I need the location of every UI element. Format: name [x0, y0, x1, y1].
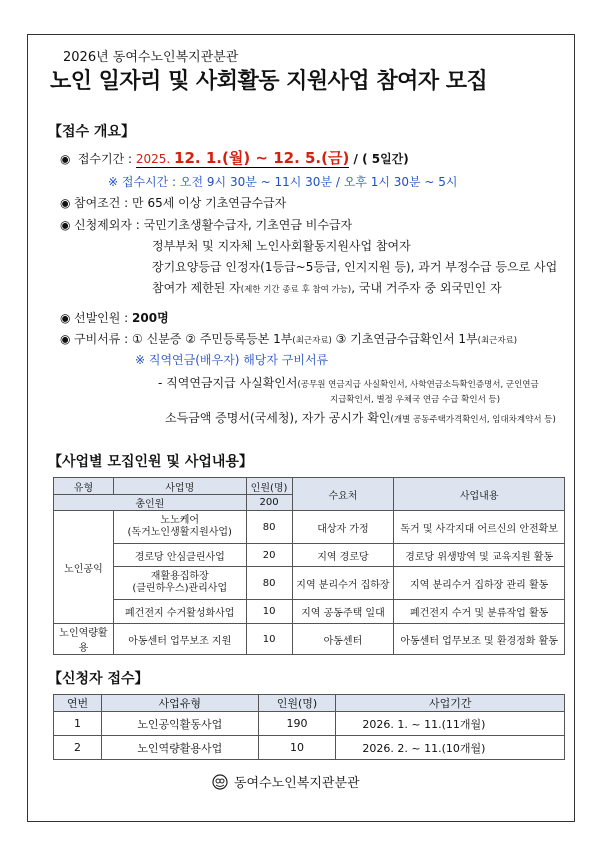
recruit-heading: 【사업별 모집인원 및 사업내용】	[48, 454, 253, 470]
docs-line-2-cont: 지급확인서, 별정 우체국 연금 수급 확인서 등)	[330, 395, 501, 405]
row-content: 폐건전지 수거 및 분류작업 활동	[394, 600, 565, 624]
bullet-icon: ◉	[60, 196, 71, 210]
bullet-icon: ◉	[60, 218, 71, 232]
selection-line: ◉ 선발인원 : 200명	[60, 311, 169, 325]
exclusion-line-2: 정부부처 및 지자체 노인사회활동지원사업 참여자	[152, 239, 411, 253]
table-row	[54, 624, 565, 655]
page-title: 노인 일자리 및 사회활동 지원사업 참여자 모집	[50, 69, 488, 94]
row-content: 독거 및 사각지대 어르신의 안전확보	[394, 511, 565, 544]
period-date: 12. 1.(월) ~ 12. 5.(금)	[174, 149, 350, 167]
header-cell: 인원(명)	[246, 478, 292, 495]
docs-note: ※ 직역연금(배우자) 해당자 구비서류	[135, 353, 329, 367]
header-cell: 사업내용	[394, 478, 565, 511]
organization-logo-icon	[212, 774, 228, 794]
exclusion-line-3: 장기요양등급 인정자(1등급~5등급, 인지지원 등), 과거 부정수급 등으로 사업	[152, 260, 558, 274]
row-demand: 아동센터	[292, 624, 394, 655]
exclusion-line-1: ◉ 신청제외자 : 국민기초생활수급자, 기초연금 비수급자	[60, 218, 353, 232]
time-note: ※ 접수시간 : 오전 9시 30분 ~ 11시 30분 / 오후 1시 30분 ~ 5시	[108, 175, 458, 189]
row-count: 190	[258, 712, 336, 736]
table-row	[54, 736, 565, 760]
bullet-icon: ◉	[60, 152, 71, 166]
row-name: 재활용집하장 (클린하우스)관리사업	[113, 567, 246, 600]
footer-org-name: 동여수노인복지관분관	[234, 776, 360, 791]
row-type: 노인역량활용사업	[101, 736, 258, 760]
row-name: 경로당 안심클린사업	[113, 544, 246, 567]
row-count: 10	[246, 624, 292, 655]
row-count: 80	[246, 567, 292, 600]
row-count: 20	[246, 544, 292, 567]
docs-line-3: 소득금액 증명서(국세청), 자가 공시가 확인(개별 공동주택가격확인서, 임대차계약서 등)	[165, 411, 556, 425]
row-no: 2	[54, 736, 102, 760]
docs-line-2: - 직역연금지급 사실확인서(공무원 연금지급 사실확인서, 사학연금소득확인증명서, 군인연금	[158, 376, 539, 390]
header-cell: 유형	[54, 478, 114, 495]
row-content: 지역 분리수거 집하장 관리 활동	[394, 567, 565, 600]
total-label: 총인원	[54, 495, 247, 511]
header-cell: 수요처	[292, 478, 394, 511]
recruit-header-row	[54, 478, 565, 495]
applicants-table	[53, 694, 565, 760]
period-label: 접수기간 :	[77, 152, 136, 166]
table-row	[54, 511, 565, 544]
bullet-icon: ◉	[60, 311, 71, 325]
table-row	[54, 567, 565, 600]
row-content: 아동센터 업무보조 및 환경정화 활동	[394, 624, 565, 655]
total-value: 200	[246, 495, 292, 511]
row-demand: 지역 공동주택 일대	[292, 600, 394, 624]
recruit-table	[53, 477, 565, 655]
table-row	[54, 712, 565, 736]
applicants-header-row	[54, 695, 565, 712]
header-cell: 연번	[54, 695, 102, 712]
table-row	[54, 544, 565, 567]
period-line	[60, 147, 409, 168]
header-cell: 인원(명)	[258, 695, 336, 712]
eligibility-line: ◉ 참여조건 : 만 65세 이상 기초연금수급자	[60, 196, 287, 210]
year-line: 2026년 동여수노인복지관분관	[63, 50, 239, 65]
overview-heading: 【접수 개요】	[48, 124, 135, 140]
row-name: 아동센터 업무보조 지원	[113, 624, 246, 655]
footer	[212, 772, 360, 794]
row-no: 1	[54, 712, 102, 736]
row-period: 2026. 2. ~ 11.(10개월)	[336, 736, 565, 760]
header-cell: 사업유형	[101, 695, 258, 712]
bullet-icon: ◉	[60, 332, 71, 346]
header-cell: 사업명	[113, 478, 246, 495]
group-cell: 노인공익	[54, 511, 114, 624]
period-year: 2025.	[135, 152, 175, 166]
row-demand: 지역 분리수거 집하장	[292, 567, 394, 600]
table-row	[54, 600, 565, 624]
period-days: / ( 5일간)	[349, 152, 409, 166]
row-count: 10	[258, 736, 336, 760]
period-value	[135, 149, 350, 168]
exclusion-line-4: 참여가 제한된 자(제한 기간 종료 후 참여 가능), 국내 거주자 중 외국민인 자	[152, 281, 502, 295]
row-count: 80	[246, 511, 292, 544]
row-type: 노인공익활동사업	[101, 712, 258, 736]
docs-line-1: ◉ 구비서류 : ① 신분증 ② 주민등록등본 1부(최근자료) ③ 기초연금수급확인서 1부(최근자료)	[60, 332, 518, 346]
row-demand: 지역 경로당	[292, 544, 394, 567]
header-cell: 사업기간	[336, 695, 565, 712]
group-cell: 노인역량활용	[54, 624, 114, 655]
row-period: 2026. 1. ~ 11.(11개월)	[336, 712, 565, 736]
row-content: 경로당 위생방역 및 교육지원 활동	[394, 544, 565, 567]
row-name: 노노케어 (독거노인생활지원사업)	[113, 511, 246, 544]
applicants-heading: 【신청자 접수】	[48, 671, 149, 687]
row-demand: 대상자 가정	[292, 511, 394, 544]
row-count: 10	[246, 600, 292, 624]
row-name: 폐건전지 수거활성화사업	[113, 600, 246, 624]
